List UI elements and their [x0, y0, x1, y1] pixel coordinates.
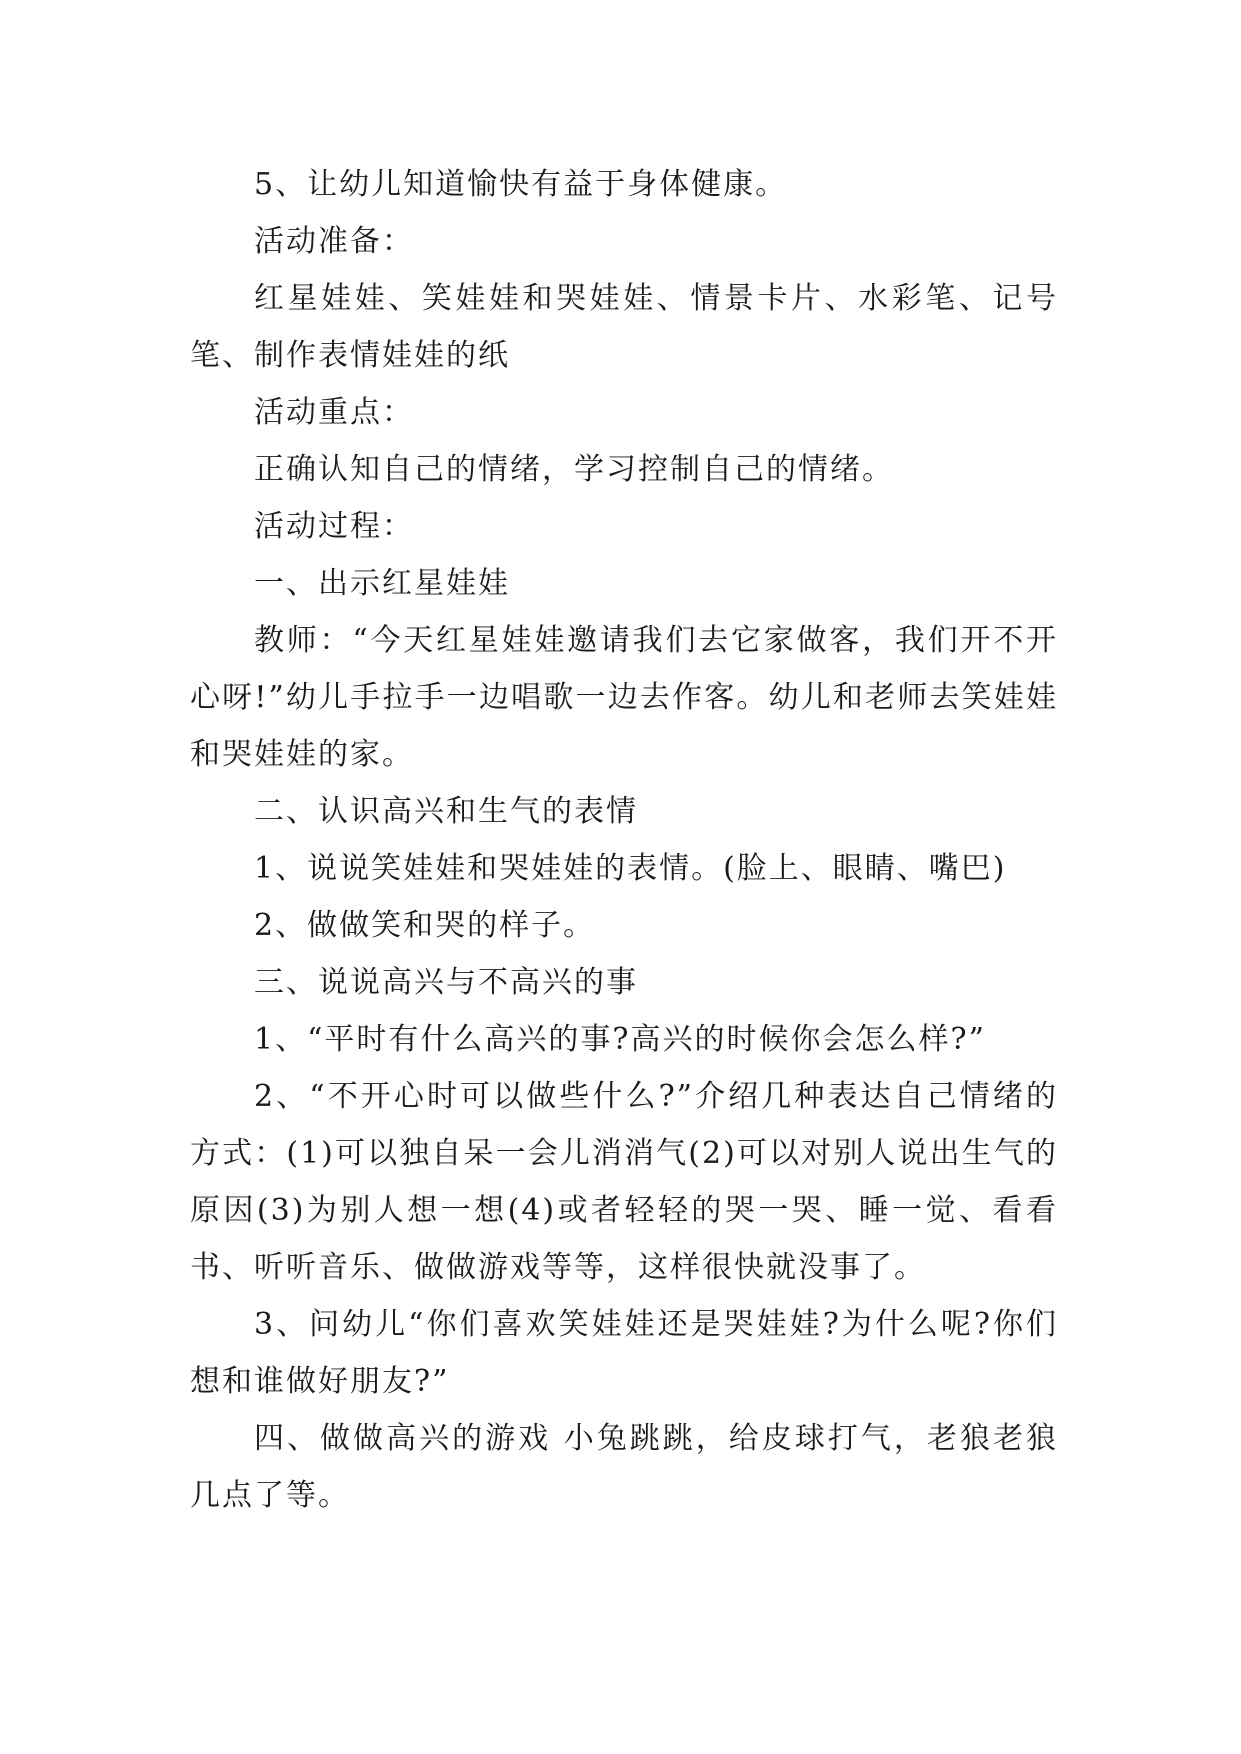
step-1-body: 教师：“今天红星娃娃邀请我们去它家做客，我们开不开心呀!”幼儿手拉手一边唱歌一边去作客。幼儿和老师去笑娃娃和哭娃娃的家。 [190, 623, 1058, 772]
step-2-item-1: 1、说说笑娃娃和哭娃娃的表情。(脸上、眼睛、嘴巴) [254, 851, 1007, 886]
heading-key-point: 活动重点： [254, 395, 414, 430]
step-2-title: 二、认识高兴和生气的表情 [254, 794, 638, 829]
step-4-title: 四、做做高兴的游戏 小兔跳跳，给皮球打气，老狼老狼几点了等。 [190, 1421, 1058, 1513]
step-3-item-2: 2、“不开心时可以做些什么?”介绍几种表达自己情绪的方式：(1)可以独自呆一会儿消消气(2)可以对别人说出生气的原因(3)为别人想一想(4)或者轻轻的哭一哭、睡一觉、看看书、听听音乐、做做游戏等等，这样很快就没事了。 [190, 1079, 1058, 1285]
step-2-item-2: 2、做做笑和哭的样子。 [254, 908, 596, 943]
document-body [190, 156, 1058, 1524]
paragraph-goal-5: 5、让幼儿知道愉快有益于身体健康。 [254, 167, 788, 202]
heading-process: 活动过程： [254, 509, 414, 544]
step-1-title: 一、出示红星娃娃 [254, 566, 510, 601]
paragraph-key-point: 正确认知自己的情绪，学习控制自己的情绪。 [254, 452, 894, 487]
paragraph-materials: 红星娃娃、笑娃娃和哭娃娃、情景卡片、水彩笔、记号笔、制作表情娃娃的纸 [190, 281, 1058, 373]
step-3-item-3: 3、问幼儿“你们喜欢笑娃娃还是哭娃娃?为什么呢?你们想和谁做好朋友?” [190, 1307, 1058, 1399]
step-3-title: 三、说说高兴与不高兴的事 [254, 965, 638, 1000]
step-3-item-1: 1、“平时有什么高兴的事?高兴的时候你会怎么样?” [254, 1022, 986, 1057]
heading-preparation: 活动准备： [254, 224, 414, 259]
